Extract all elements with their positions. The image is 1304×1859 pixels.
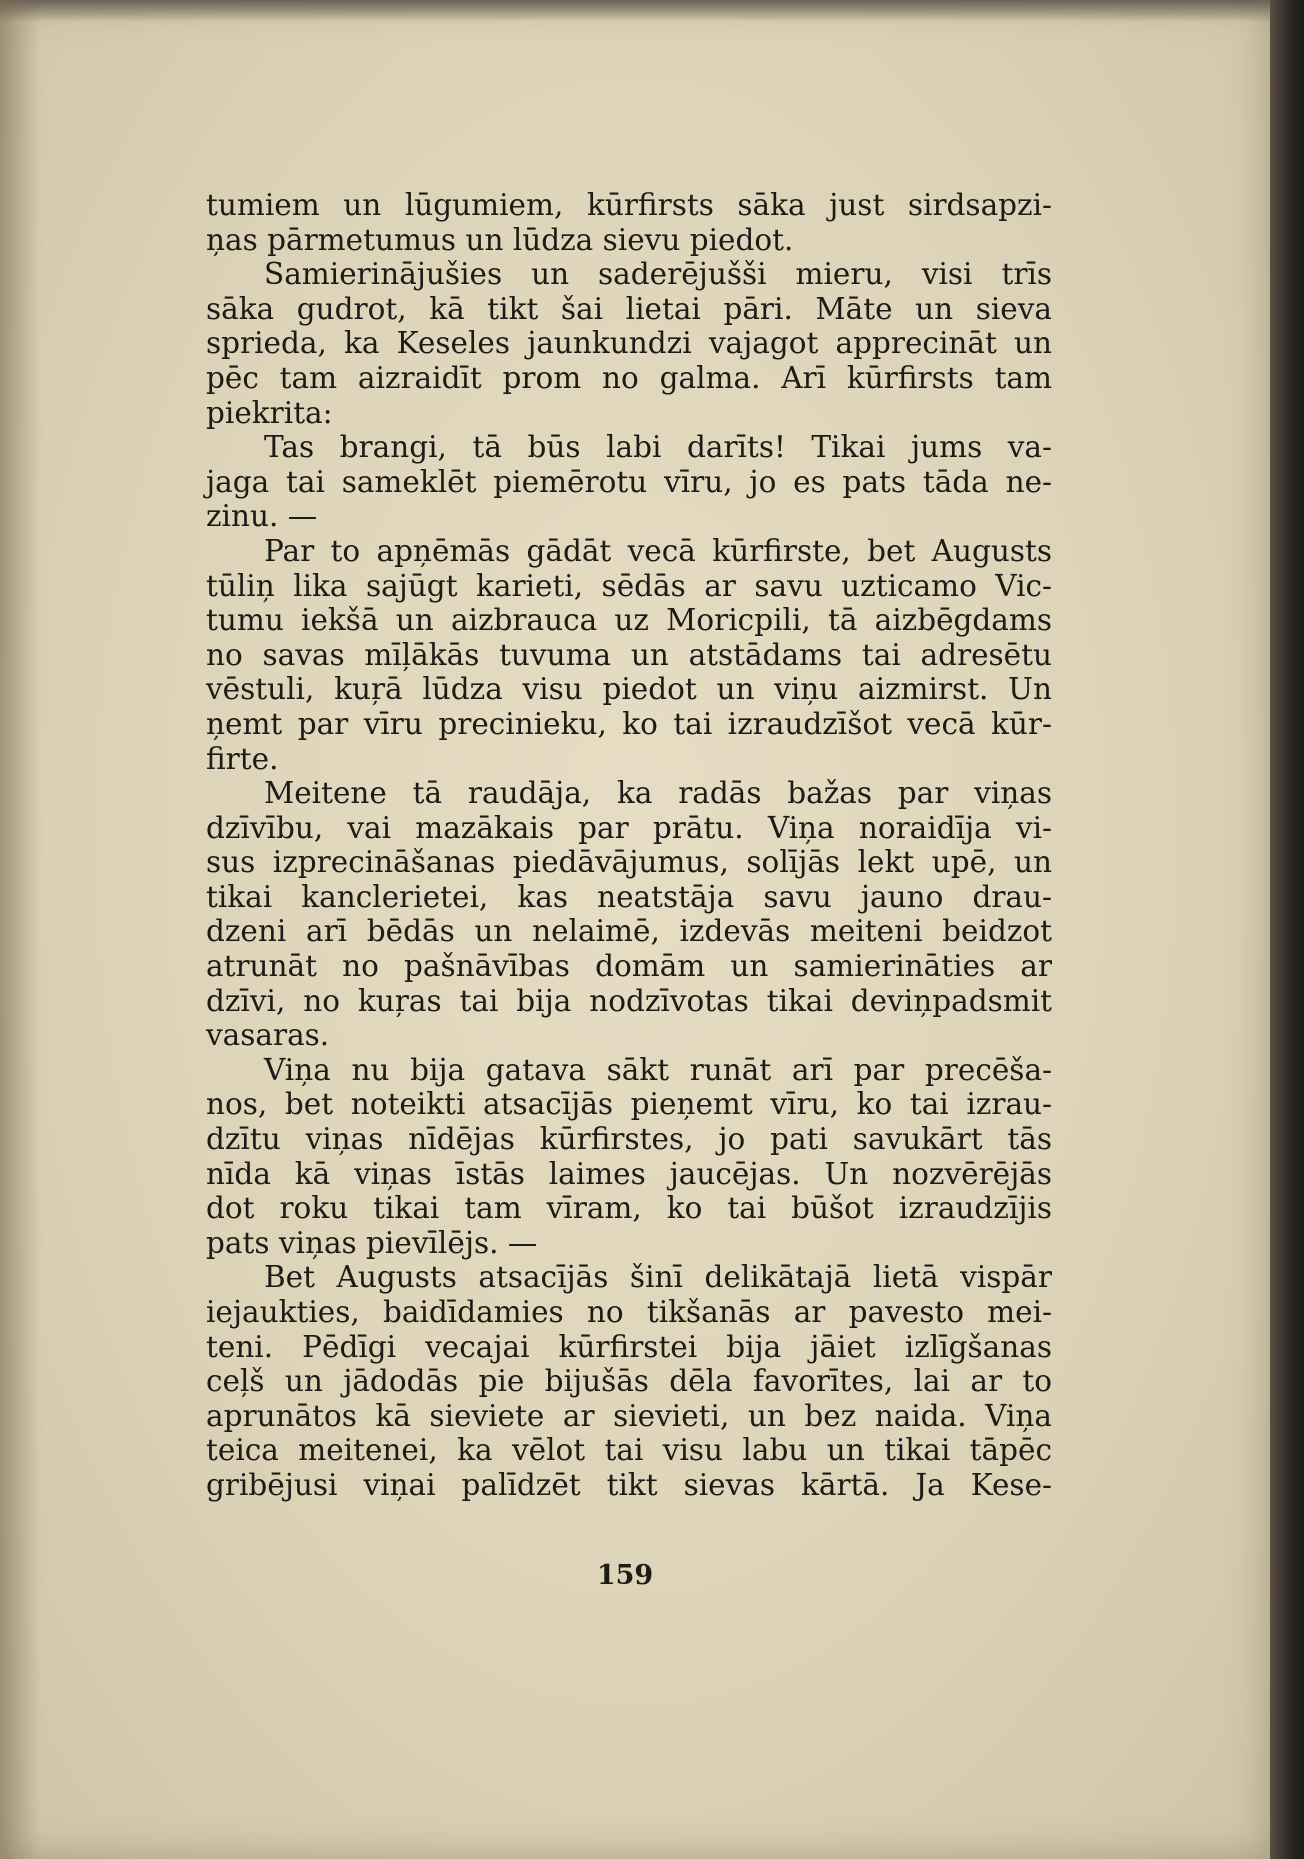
text-line: Viņa nu bija gatava sākt runāt arī par precēša- <box>264 1052 1052 1087</box>
text-line: Bet Augusts atsacījās šinī delikātajā lietā vispār <box>264 1260 1052 1295</box>
text-line: Tas brangi, tā būs labi darīts! Tikai jums va- <box>264 430 1052 465</box>
book-binding-edge <box>1270 0 1304 1859</box>
text-line: vēstuli, kuŗā lūdza visu piedot un viņu aizmirst. Un <box>206 672 1052 707</box>
text-line: jaga tai sameklēt piemērotu vīru, jo es pats tāda ne- <box>206 464 1052 499</box>
text-line: teica meitenei, ka vēlot tai visu labu un tikai tāpēc <box>206 1433 1052 1468</box>
text-line: sāka gudrot, kā tikt šai lietai pāri. Māte un sieva <box>206 291 1052 326</box>
text-line: zinu. — <box>206 499 318 534</box>
text-line: tikai kanclerietei, kas neatstāja savu jauno drau- <box>206 879 1052 914</box>
text-line: ņemt par vīru precinieku, ko tai izraudzīšot vecā kūr- <box>206 706 1052 741</box>
text-line: vasaras. <box>206 1018 330 1053</box>
text-line: aprunātos kā sieviete ar sievieti, un bez naida. Viņa <box>206 1398 1052 1433</box>
page-top-shadow <box>0 0 1270 22</box>
text-line: nos, bet noteikti atsacījās pieņemt vīru, ko tai izrau- <box>206 1087 1052 1122</box>
text-line: atrunāt no pašnāvības domām un samierināties ar <box>206 949 1052 984</box>
page-left-shadow <box>0 0 40 1859</box>
text-line: nīda kā viņas īstās laimes jaucējas. Un nozvērējās <box>206 1156 1052 1191</box>
text-line: Samierinājušies un saderējušši mieru, visi trīs <box>264 257 1052 292</box>
text-line: dzīvi, no kuŗas tai bija nodzīvotas tikai deviņpadsmit <box>206 983 1052 1018</box>
text-line: no savas mīļākās tuvuma un atstādams tai adresētu <box>206 637 1052 672</box>
text-line: gribējusi viņai palīdzēt tikt sievas kārtā. Ja Kese- <box>206 1467 1052 1502</box>
text-line: ņas pārmetumus un lūdza sievu piedot. <box>206 222 794 257</box>
text-line: tumu iekšā un aizbrauca uz Moricpili, tā aizbēgdams <box>206 603 1052 638</box>
text-line: dzīvību, vai mazākais par prātu. Viņa noraidīja vi- <box>206 810 1052 845</box>
text-line: Meitene tā raudāja, ka radās bažas par viņas <box>264 776 1052 811</box>
text-line: sprieda, ka Keseles jaunkundzi vajagot apprecināt un <box>206 326 1052 361</box>
text-line: firte. <box>206 741 279 776</box>
text-line: sus izprecināšanas piedāvājumus, solījās lekt upē, un <box>206 845 1052 880</box>
text-line: piekrita: <box>206 395 333 430</box>
text-line: teni. Pēdīgi vecajai kūrfirstei bija jāiet izlīgšanas <box>206 1329 1052 1364</box>
text-line: pats viņas pievīlējs. — <box>206 1225 538 1260</box>
text-line: dzeni arī bēdās un nelaimē, izdevās meiteni beidzot <box>206 914 1052 949</box>
text-line: ceļš un jādodās pie bijušās dēla favorītes, lai ar to <box>206 1364 1052 1399</box>
text-line: pēc tam aizraidīt prom no galma. Arī kūrfirsts tam <box>206 360 1052 395</box>
text-line: dzītu viņas nīdējas kūrfirstes, jo pati savukārt tās <box>206 1122 1052 1157</box>
text-line: Par to apņēmās gādāt vecā kūrfirste, bet Augusts <box>264 533 1052 568</box>
text-line: tūliņ lika sajūgt karieti, sēdās ar savu uzticamo Vic- <box>206 568 1052 603</box>
body-text <box>206 188 1052 1503</box>
text-line: dot roku tikai tam vīram, ko tai būšot izraudzījis <box>206 1191 1052 1226</box>
page-number: 159 <box>596 1560 654 1591</box>
text-line: tumiem un lūgumiem, kūrfirsts sāka just sirdsapzi- <box>206 188 1052 222</box>
text-line: iejaukties, baidīdamies no tikšanās ar pavesto mei- <box>206 1295 1052 1329</box>
